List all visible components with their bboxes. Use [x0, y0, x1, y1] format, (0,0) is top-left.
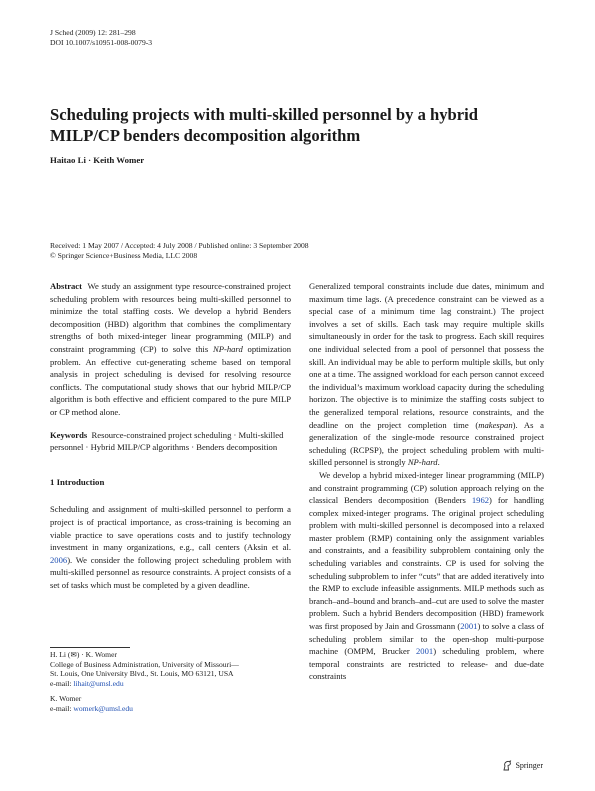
affiliation-institution: College of Business Administration, University of Missouri—	[50, 659, 239, 669]
copyright-line: © Springer Science+Business Media, LLC 2008	[50, 250, 198, 260]
right-text-2d: ) scheduling problem, where temporal constraints are restricted to release- and due-date constraints	[309, 646, 544, 682]
left-column	[50, 280, 291, 591]
right-text-1a: Generalized temporal constraints include due dates, minimum and maximum time lags. (A precedence constraint can be viewed as a special case of a minimum time lag constraint.) The project involves a set of skills. Each task may require multiple skills simultaneously in order for the task to progress. Each skill requires one individual selected from a pool of personnel that possess the skill. An individual may be able to perform multiple skills, but only one at a time. The assigned workload for each person cannot exceed the individual’s maximum workload capacity during the scheduling horizon. The objective is to minimize the staffing costs subject to the generalized temporal relations, resource constraints, and the deadline on the project completion time (	[309, 281, 544, 430]
journal-citation	[50, 28, 152, 47]
citation-link-jain-grossmann[interactable]: 2001	[460, 621, 478, 632]
springer-logo	[502, 760, 543, 771]
authors: Haitao Li · Keith Womer	[50, 155, 145, 165]
email-link-womer[interactable]: womerk@umsl.edu	[73, 703, 133, 713]
section-heading-introduction: 1 Introduction	[50, 476, 105, 487]
right-text-1b: ). As a generalization of the single-mode resource constrained project scheduling (RCPSP), the project scheduling problem with multi-skilled personnel is strongly	[309, 419, 544, 468]
right-text-1c: .	[437, 457, 440, 468]
paper-title	[50, 104, 530, 146]
affiliation-authors: H. Li (✉) · K. Womer	[50, 650, 117, 659]
right-paragraph-1	[309, 280, 544, 469]
right-text-2b: ) for handling complex mixed-integer programs. The original project scheduling problem with multi-skilled personnel is decomposed into a relaxed master problem (RMP) containing only the assignment variables and constraints, and a feasibility subproblem containing only the scheduling variables and constraints. CP is used for solving the scheduling subproblem to infer “cuts” that are added iteratively into the RMP to exclude infeasible assignments. MILP methods such as branch–and–bound and branch–and–cut are used to solve the master problem. Such a hybrid Benders decomposition (HBD) framework was first proposed by Jain and Grossmann (	[309, 495, 544, 632]
footnote-divider	[50, 647, 130, 648]
intro-paragraph	[50, 503, 291, 591]
doi-line: DOI 10.1007/s10951-008-0079-3	[50, 37, 153, 47]
keywords	[50, 429, 291, 454]
affiliation-email-1	[50, 679, 310, 689]
author-affiliations	[50, 650, 310, 714]
right-text-2c: ) to solve a class of scheduling problem similar to the open-shop multi-purpose machine (OMPM, Brucker	[309, 621, 544, 657]
citation-link-benders[interactable]: 1962	[471, 495, 490, 506]
springer-wordmark: Springer	[515, 761, 543, 770]
publication-dates	[50, 241, 309, 260]
intro-text-1: Scheduling and assignment of multi-skilled personnel to perform a project is of practical importance, as cross-training is becoming an viable practice to save operations costs and to justify technology investment in many organizations, e.g., call centers (Aksin et al.	[50, 504, 291, 553]
keywords-label: Keywords	[50, 429, 88, 440]
affiliation-second-author: K. Womer	[50, 694, 82, 704]
citation-link-aksin[interactable]: 2006	[50, 554, 68, 565]
springer-horse-icon	[502, 760, 512, 771]
affiliation-email-2	[50, 704, 310, 714]
citation-link-brucker[interactable]: 2001	[416, 646, 434, 657]
journal-line: J Sched (2009) 12: 281–298	[50, 28, 136, 37]
email-label-2: e-mail:	[50, 703, 74, 713]
email-label-1: e-mail:	[50, 678, 74, 688]
abstract-label: Abstract	[50, 281, 82, 291]
abstract-text-1: We study an assignment type resource-constrained project scheduling problem with resources being multi-skilled personnel to minimize the total staffing costs. We develop a hybrid Benders decomposition (HBD) algorithm that combines the complimentary strengths of both mixed-integer linear programming (MILP) and constraint programming (CP) to solve this	[50, 281, 292, 354]
intro-text-2: ). We consider the following project scheduling problem with multi-skilled personnel as resource constraints. A project consists of a set of tasks which must be completed by a given deadline.	[50, 554, 291, 590]
title-line-1: Scheduling projects with multi-skilled personnel by a hybrid	[50, 105, 478, 124]
abstract-emphasis: NP-hard	[212, 343, 243, 354]
right-text-2a: We develop a hybrid mixed-integer linear programming (MILP) and constraint programming (CP) solution approach relying on the classical Benders decomposition (Benders	[309, 469, 544, 506]
keywords-text: Resource-constrained project scheduling · Multi-skilled personnel · Hybrid MILP/CP algorithms · Benders decomposition	[50, 429, 284, 453]
right-paragraph-2	[309, 469, 544, 683]
np-hard-emphasis: NP-hard	[407, 457, 438, 468]
title-line-2: MILP/CP benders decomposition algorithm	[50, 126, 361, 145]
abstract-text-2: optimization problem. An effective cut-generating scheme based on temporal analysis in project scheduling is devised for resolving resource conflicts. The computational study shows that our hybrid MILP/CP algorithm is both effective and efficient compared to the pure MILP or CP method alone.	[50, 343, 291, 417]
right-column	[309, 280, 544, 683]
makespan-emphasis: makespan	[478, 419, 513, 430]
affiliation-address: St. Louis, One University Blvd., St. Louis, MO 63121, USA	[50, 669, 234, 679]
abstract	[50, 280, 291, 419]
email-link-li[interactable]: lihait@umsl.edu	[73, 678, 124, 688]
dates-line: Received: 1 May 2007 / Accepted: 4 July 2008 / Published online: 3 September 2008	[50, 241, 309, 250]
